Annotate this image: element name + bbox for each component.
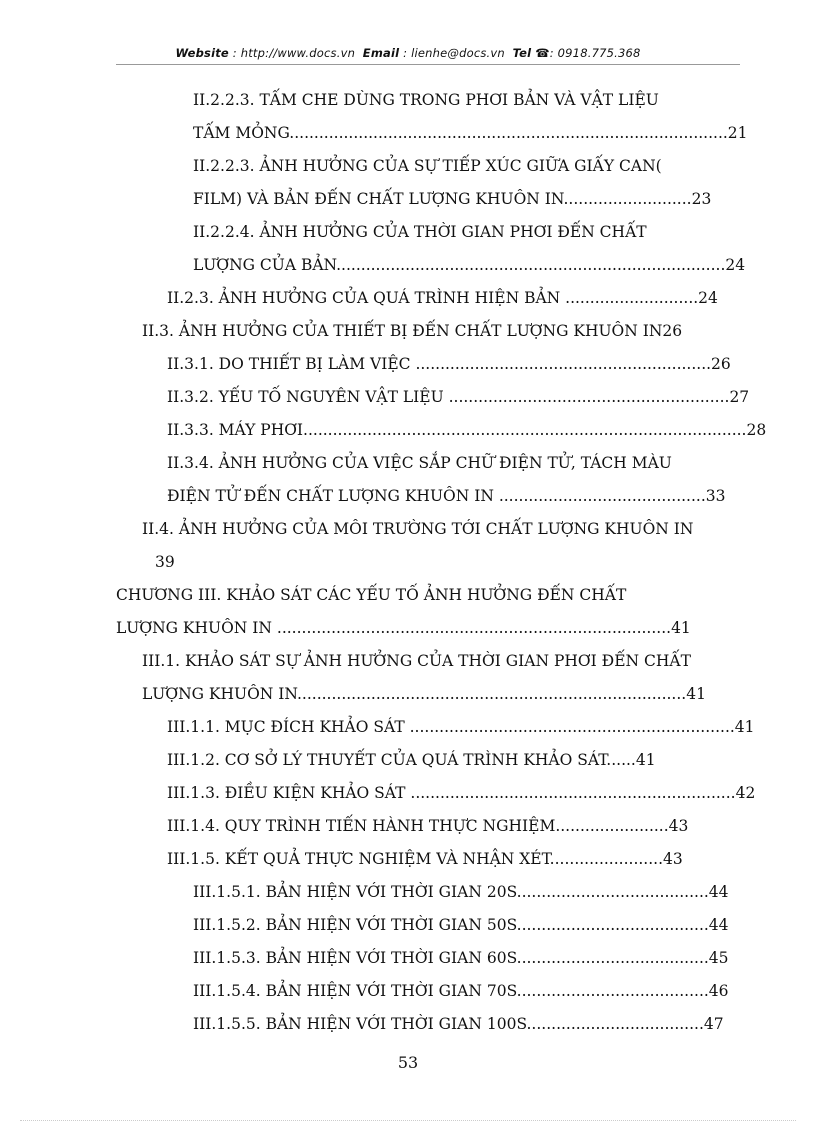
- toc-line: II.3.1. DO THIẾT BỊ LÀM VIỆC ............................................................26: [167, 355, 731, 373]
- toc-line: CHƯƠNG III. KHẢO SÁT CÁC YẾU TỐ ẢNH HƯỞNG ĐẾN CHẤT: [116, 586, 627, 604]
- header-rule: [116, 64, 740, 65]
- page-header: [0, 46, 816, 60]
- toc-line: III.1.5. KẾT QUẢ THỰC NGHIỆM VÀ NHẬN XÉT.......................43: [167, 850, 683, 868]
- toc-line: III.1.2. CƠ SỞ LÝ THUYẾT CỦA QUÁ TRÌNH KHẢO SÁT......41: [167, 751, 656, 769]
- toc-line: III.1.5.1. BẢN HIỆN VỚI THỜI GIAN 20S.......................................44: [193, 883, 729, 901]
- toc-line: ĐIỆN TỬ ĐẾN CHẤT LƯỢNG KHUÔN IN ..........................................33: [167, 487, 726, 505]
- toc-line: II.2.3. ẢNH HƯỞNG CỦA QUÁ TRÌNH HIỆN BẢN ...........................24: [167, 289, 718, 307]
- toc-line: FILM) VÀ BẢN ĐẾN CHẤT LƯỢNG KHUÔN IN..........................23: [193, 190, 712, 208]
- toc-line: III.1.5.5. BẢN HIỆN VỚI THỜI GIAN 100S....................................47: [193, 1015, 724, 1033]
- toc-line: III.1.5.3. BẢN HIỆN VỚI THỜI GIAN 60S.......................................45: [193, 949, 729, 967]
- toc-line: 39: [155, 553, 175, 571]
- toc-line: II.2.2.3. TẤM CHE DÙNG TRONG PHƠI BẢN VÀ VẬT LIỆU: [193, 91, 659, 109]
- toc-line: II.2.2.3. ẢNH HƯỞNG CỦA SỰ TIẾP XÚC GIỮA GIẤY CAN(: [193, 157, 662, 175]
- phone-icon: ☎: [535, 46, 550, 60]
- toc-line: III.1.5.4. BẢN HIỆN VỚI THỜI GIAN 70S.......................................46: [193, 982, 729, 1000]
- toc-line: LƯỢNG KHUÔN IN...............................................................................41: [142, 685, 706, 703]
- toc-line: II.2.2.4. ẢNH HƯỞNG CỦA THỜI GIAN PHƠI ĐẾN CHẤT: [193, 223, 647, 241]
- tel-value: : 0918.775.368: [549, 46, 641, 60]
- page-bottom-border: [20, 1120, 796, 1121]
- toc-line: III.1.5.2. BẢN HIỆN VỚI THỜI GIAN 50S.......................................44: [193, 916, 729, 934]
- email-value: : lienhe@docs.vn: [403, 46, 505, 60]
- toc-line: LƯỢNG KHUÔN IN ................................................................................41: [116, 619, 691, 637]
- page-number: 53: [397, 1053, 419, 1072]
- email-label: Email: [362, 46, 400, 60]
- toc-line: II.3. ẢNH HƯỞNG CỦA THIẾT BỊ ĐẾN CHẤT LƯỢNG KHUÔN IN26: [142, 322, 683, 340]
- toc-line: LƯỢNG CỦA BẢN...............................................................................24: [193, 256, 746, 274]
- website-label: Website: [175, 46, 229, 60]
- toc-line: II.3.4. ẢNH HƯỞNG CỦA VIỆC SẮP CHỮ ĐIỆN TỬ, TÁCH MÀU: [167, 454, 672, 472]
- toc-line: II.3.2. YẾU TỐ NGUYÊN VẬT LIỆU .........................................................27: [167, 388, 750, 406]
- toc-line: II.3.3. MÁY PHƠI..........................................................................................28: [167, 421, 767, 439]
- toc-line: III.1.4. QUY TRÌNH TIẾN HÀNH THỰC NGHIỆM.......................43: [167, 817, 689, 835]
- toc-line: II.4. ẢNH HƯỞNG CỦA MÔI TRƯỜNG TỚI CHẤT LƯỢNG KHUÔN IN: [142, 520, 694, 538]
- tel-label: Tel: [512, 46, 532, 60]
- toc-line: III.1.3. ĐIỀU KIỆN KHẢO SÁT ..................................................................42: [167, 784, 756, 802]
- toc-line: III.1. KHẢO SÁT SỰ ẢNH HƯỞNG CỦA THỜI GIAN PHƠI ĐẾN CHẤT: [142, 652, 691, 670]
- toc-line: TẤM MỎNG.........................................................................................21: [193, 124, 748, 142]
- website-value: : http://www.docs.vn: [232, 46, 356, 60]
- toc-line: III.1.1. MỤC ĐÍCH KHẢO SÁT ..................................................................41: [167, 718, 755, 736]
